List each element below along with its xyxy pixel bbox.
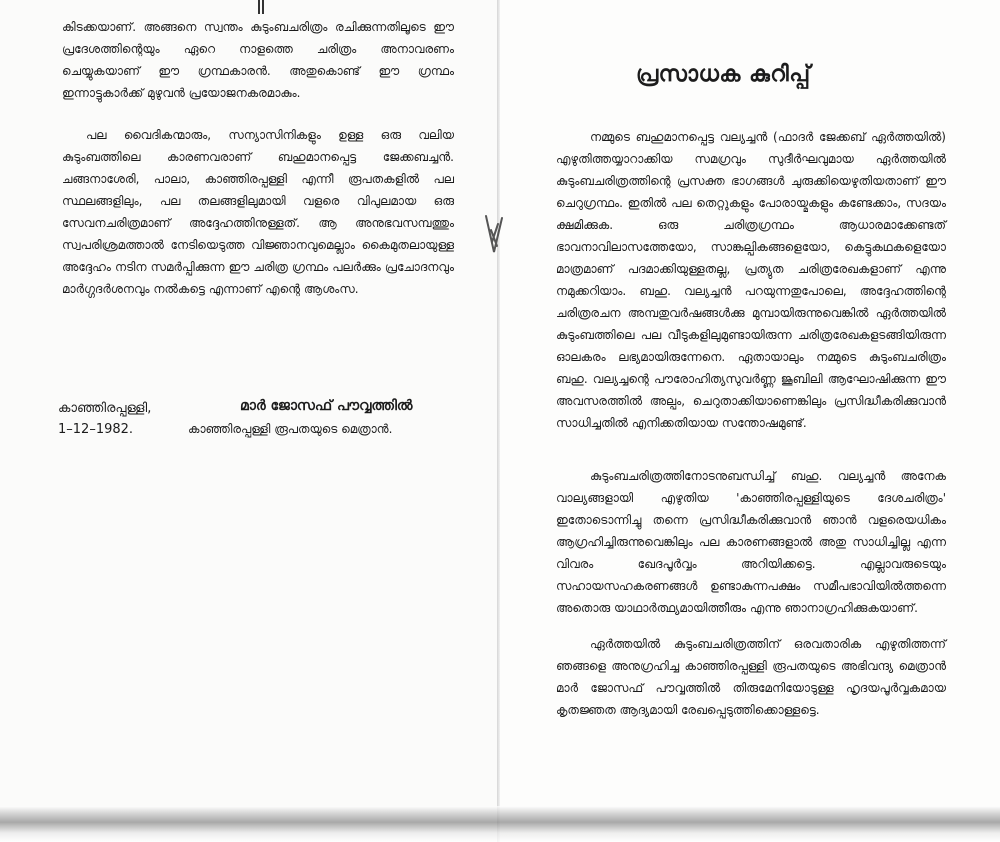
scan-bottom-edge	[0, 806, 1000, 842]
left-paragraph-2: പല വൈദികന്മാരും, സന്യാസിനികളും ഉള്ള ഒരു വലിയ കുടുംബത്തിലെ കാരണവരാണ് ബഹുമാനപ്പെട്ട ജേക്കബച്ചൻ. ചങ്ങനാശേരി, പാലാ, കാഞ്ഞിരപ്പള്ളി എന്നീ രൂപതകളിൽ പല സ്ഥലങ്ങളിലും, പല തലങ്ങളിലുമായി വളരെ വിപുലമായ ഒരു സേവനചരിത്രമാണ് അദ്ദേഹത്തിനുള്ളത്. ആ അനുഭവസമ്പത്തും സ്വപരിശ്രമത്താൽ നേടിയെടുത്ത വിജ്ഞാനവുമെല്ലാം കൈമുതലായുള്ള അദ്ദേഹം നടിന സമർപ്പിക്കുന്ന ഈ ചരിത്ര ഗ്രന്ഥം പലർക്കും പ്രചോദനവും മാർഗ്ഗദർശനവും നൽകട്ടെ എന്നാണ് എന്റെ ആശംസ.	[62, 128, 454, 296]
page-edge-mark	[258, 0, 264, 14]
right-paragraph-3: ഏർത്തയിൽ കുടുംബചരിത്രത്തിന് ഒരവതാരിക എഴുതിത്തന്ന് ഞങ്ങളെ അനുഗ്രഹിച്ച കാഞ്ഞിരപ്പള്ളി രൂപതയുടെ അഭിവന്ദ്യ മെത്രാൻ മാർ ജോസഫ് പൗവ്വത്തിൽ തിരുമേനിയോടുള്ള ഹൃദയപൂർവ്വകമായ കൃതജ്ഞത ആദ്യമായി രേഖപ്പെടുത്തിക്കൊള്ളട്ടെ.	[556, 637, 946, 717]
signature-place: കാഞ്ഞിരപ്പള്ളി,	[58, 401, 152, 416]
signature-date: 1–12–1982.	[58, 422, 134, 437]
signatory-name: മാർ ജോസഫ് പൗവ്വത്തിൽ	[240, 398, 413, 414]
signatory-title: കാഞ്ഞിരപ്പള്ളി രൂപതയുടെ മെത്രാൻ.	[188, 422, 393, 436]
book-spine	[497, 0, 500, 842]
right-paragraph-1: നമ്മുടെ ബഹുമാനപ്പെട്ട വല്യച്ചൻ (ഫാദർ ജേക്കബ് ഏർത്തയിൽ) എഴുതിത്തയ്യാറാക്കിയ സമഗ്രവും സുദീർഘവുമായ ഏർത്തയിൽ കുടുംബചരിത്രത്തിന്റെ പ്രസക്ത ഭാഗങ്ങൾ ചുരുക്കിയെഴുതിയതാണ് ഈ ചെറുഗ്രന്ഥം. ഇതിൽ പല തെറ്റുകളും പോരായ്മകളും കണ്ടേക്കാം, സദയം ക്ഷമിക്കുക. ഒരു ചരിത്രഗ്രന്ഥം ആധാരമാക്കേണ്ടത് ഭാവനാവിലാസത്തേയോ, സാങ്കല്പികങ്ങളെയോ, കെട്ടുകഥകളെയോ മാത്രമാണ് പദമാക്കിയുള്ളതല്ല, പ്രത്യുത ചരിത്രരേഖകളാണ് എന്നു നമുക്കറിയാം. ബഹു. വല്യച്ചൻ പറയുന്നതുപോലെ, അദ്ദേഹത്തിന്റെ ചരിത്രരചന അമ്പതുവർഷങ്ങൾക്കു മുമ്പായിരുന്നുവെങ്കിൽ ഏർത്തയിൽ കുടുംബത്തിലെ പല വീടുകളിലുമുണ്ടായിരുന്ന ചരിത്രരേഖകളടങ്ങിയിരുന്ന ഓലകരം ലഭ്യമായിരുന്നേനെ. ഏതായാലും നമ്മുടെ കുടുംബചരിത്രം ബഹു. വല്യച്ചന്റെ പൗരോഹിത്യസുവർണ്ണ ജൂബിലി ആഘോഷിക്കുന്ന ഈ അവസരത്തിൽ അല്പം, ചെറുതാക്കിയാണെങ്കിലും പ്രസിദ്ധീകരിക്കുവാൻ സാധിച്ചതിൽ എനിക്കതിയായ സന്തോഷമുണ്ട്.	[556, 130, 946, 430]
right-paragraph-2: കുടുംബചരിത്രത്തിനോടനുബന്ധിച്ച് ബഹു. വല്യച്ചൻ അനേക വാല്യങ്ങളായി എഴുതിയ 'കാഞ്ഞിരപ്പള്ളിയുടെ ദേശചരിത്രം' ഇതോടൊന്നിച്ചു തന്നെ പ്രസിദ്ധീകരിക്കുവാൻ ഞാൻ വളരെയധികം ആഗ്രഹിച്ചിരുന്നുവെങ്കിലും പല കാരണങ്ങളാൽ അതു സാധിച്ചില്ല എന്ന വിവരം ഖേദപൂർവ്വം അറിയിക്കട്ടെ. എല്ലാവരുടെയും സഹായസഹകരണങ്ങൾ ഉണ്ടാകുന്നപക്ഷം സമീപഭാവിയിൽത്തന്നെ അതൊരു യാഥാർത്ഥ്യമായിത്തീരും എന്നു ഞാനാഗ്രഹിക്കുകയാണ്.	[556, 469, 946, 615]
spine-crease-mark	[482, 212, 508, 258]
left-paragraph-1: കിടക്കയാണ്. അങ്ങനെ സ്വന്തം കുടുംബചരിത്രം രചിക്കുന്നതിലൂടെ ഈ പ്രദേശത്തിന്റെയും ഏറെ നാളത്തെ ചരിത്രം അനാവരണം ചെയ്യുകയാണ് ഈ ഗ്രന്ഥകാരൻ. അതുകൊണ്ട് ഈ ഗ്രന്ഥം ഇന്നാട്ടുകാർക്ക് മുഴുവൻ പ്രയോജനകരമാകും.	[62, 20, 454, 100]
page-heading: പ്രസാധക കുറിപ്പ്	[636, 62, 811, 87]
